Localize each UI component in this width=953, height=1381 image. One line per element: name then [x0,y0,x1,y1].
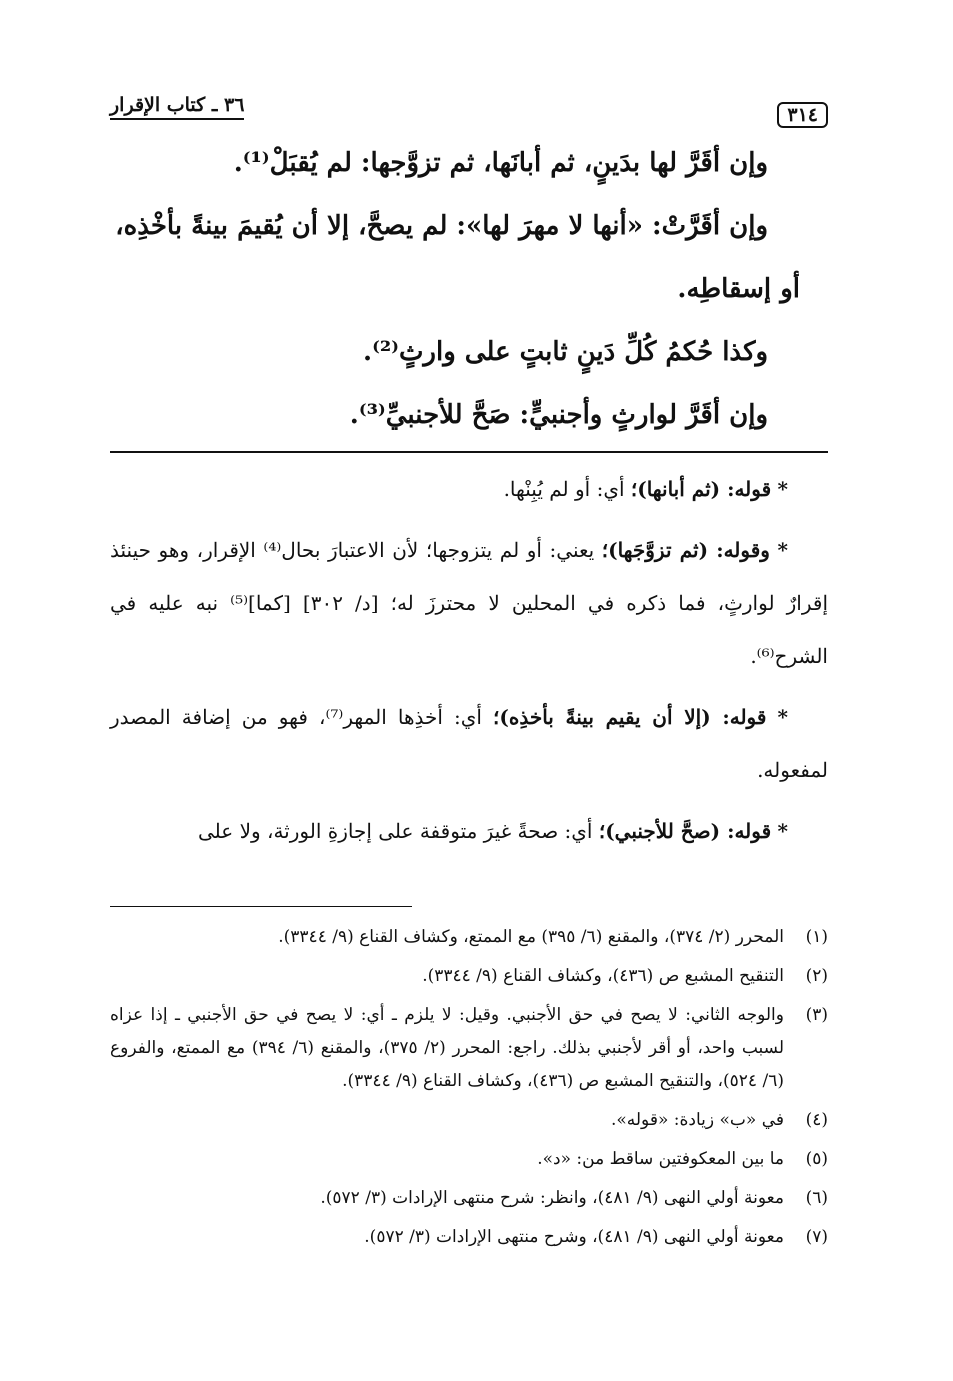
star-marker: * [777,819,788,843]
quote-label: قوله: (ثم أبانها)؛ [630,477,772,501]
footnote-number: (٦) [805,1188,828,1208]
footnote-number: (٣) [805,1005,828,1025]
matn-line: أو إسقاطِه. [677,274,800,304]
footnote-number: (٥) [805,1149,828,1169]
commentary-text: أي: صحةً غيرَ متوقفة على إجازةِ الورثة، ولا على [198,819,599,843]
main-text [110,132,828,447]
commentary-text: أي: أو لم يُبِنْها. [503,477,631,501]
commentary-text: يعني: أو لم يتزوجها؛ لأن الاعتبارَ بحال⁽⁴⁾ الإقرار، وهو حينئذ إقرارٌ لوارثٍ، فما ذكره في المحلين لا محترزَ له؛ [د/ ٣٠٢] [كما]⁽⁵⁾ نبه عليه في الشرح⁽⁶⁾. [110,538,829,668]
commentary-text: أي: أخذِها المهر⁽⁷⁾، فهو من إضافة المصدر لمفعوله. [110,705,828,782]
quote-label: قوله: (إلا أن يقيم بينةً بأخذِه)؛ [493,705,767,729]
commentary [110,463,828,858]
footnote [110,960,828,993]
matn-line: وكذا حُكمُ كُلِّ دَينٍ ثابتٍ على وارثٍ⁽²⁾. [363,337,768,367]
star-marker: * [777,477,788,501]
star-marker: * [777,705,789,729]
commentary-paragraph [110,691,828,797]
footnote-text: والوجه الثاني: لا يصح في حق الأجنبي. وقيل: لا يلزم ـ أي: لا يصح في حق الأجنبي ـ إذا عزاه لسبب واحد، أو أقر لأجنبي بذلك. راجع: المحرر (٢/ ٣٧٥)، والمقنع (٦/ ٣٩٤) مع الممتع، والفروع (٦/ ٥٢٤)، والتنقيح المشبع ص (٤٣٦)، وكشاف القناع (٩/ ٣٣٤٤). [110,1005,785,1091]
page-number: ٣١٤ [777,102,828,128]
matn-line: وإن أقَرَّتْ: «أنها لا مهرَ لها»: لم يصحَّ، إلا أن يُقيمَ بينةً بأخْذِه، [115,211,768,241]
commentary-paragraph [110,463,828,516]
quote-label: قوله: (صحَّ للأجنبي)؛ [598,819,772,843]
footnote-number: (٢) [805,966,828,986]
footnote-text: المحرر (٢/ ٣٧٤)، والمقنع (٦/ ٣٩٥) مع الممتع، وكشاف القناع (٩/ ٣٣٤٤). [278,927,784,947]
footnote-text: في «ب» زيادة: «قوله». [610,1110,784,1130]
section-divider [110,451,828,453]
page-header [110,80,828,126]
star-marker: * [777,538,788,562]
footnote-text: ما بين المعكوفتين ساقط من: «د». [537,1149,784,1169]
footnote-number: (٧) [805,1227,828,1247]
footnote [110,1143,828,1176]
footnote-number: (١) [805,927,828,947]
quote-label: وقوله: (ثم تزوَّجَها)؛ [601,538,770,562]
footnote [110,1104,828,1137]
footnotes [110,921,828,1254]
footnote [110,1182,828,1215]
footnote-number: (٤) [805,1110,828,1130]
footnote-text: التنقيح المشبع ص (٤٣٦)، وكشاف القناع (٩/ ٣٣٤٤). [422,966,784,986]
book-page [110,80,828,1260]
commentary-paragraph [110,805,828,858]
footnote [110,999,828,1098]
matn-line: وإن أقَرَّ لوارثٍ وأجنبيٍّ: صَحَّ للأجنبيِّ⁽³⁾. [349,400,768,430]
footnote-text: معونة أولي النهى (٩/ ٤٨١)، وانظر: شرح منتهى الإرادات (٣/ ٥٧٢). [320,1188,784,1208]
footnote [110,1221,828,1254]
matn-line: وإن أقَرَّ لها بدَينٍ، ثم أبانَها، ثم تزوَّجها: لم يُقبَلْ⁽¹⁾. [233,148,768,178]
footnote [110,921,828,954]
footnote-text: معونة أولي النهى (٩/ ٤٨١)، وشرح منتهى الإرادات (٣/ ٥٧٢). [364,1227,784,1247]
footnote-divider [110,906,412,907]
running-title: ٣٦ ـ كتاب الإقرار [110,94,244,120]
commentary-paragraph [110,524,828,683]
